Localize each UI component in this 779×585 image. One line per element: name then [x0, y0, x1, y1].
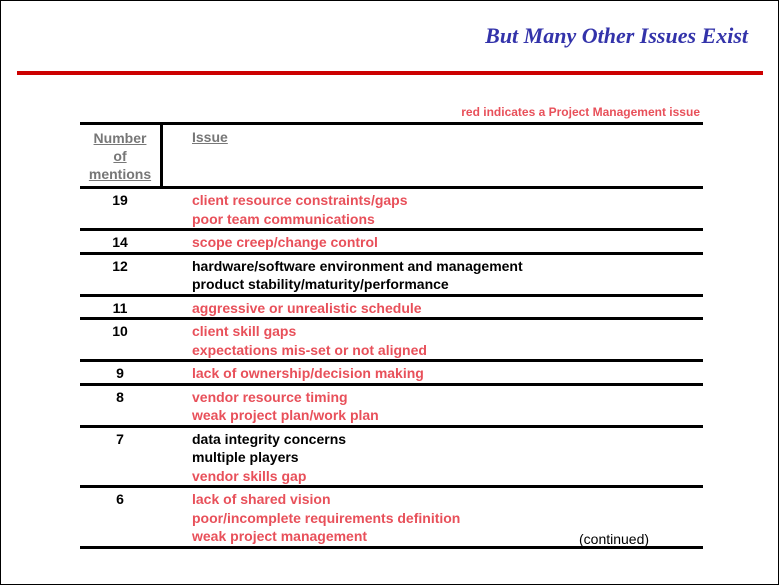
pm-issue: poor/incomplete requirements definition — [192, 509, 461, 526]
other-issue: product stability/maturity/performance — [192, 276, 449, 292]
other-issue: hardware/software environment and management — [192, 257, 523, 274]
pm-issue: lack of shared vision — [192, 491, 331, 507]
issue-list — [160, 255, 523, 294]
pm-issue: expectations mis-set or not aligned — [192, 341, 427, 358]
mention-count: 6 — [116, 491, 124, 507]
header-mentions-line1: Number — [93, 130, 147, 146]
header-mentions-line2: of — [113, 148, 127, 164]
issue-list — [160, 189, 408, 228]
title-rule — [17, 71, 763, 75]
pm-issue: lack of ownership/decision making — [192, 365, 424, 381]
mention-count: 11 — [112, 299, 128, 316]
table-row — [80, 362, 703, 383]
table-body — [80, 186, 703, 549]
pm-issue: vendor skills gap — [192, 467, 307, 484]
mention-count: 14 — [112, 234, 128, 250]
table-row — [80, 255, 703, 294]
pm-issue: client resource constraints/gaps — [192, 192, 408, 208]
issue-list — [160, 488, 460, 546]
slide-title: But Many Other Issues Exist — [485, 23, 748, 48]
pm-issue: aggressive or unrealistic schedule — [192, 299, 422, 316]
pm-issue: poor team communications — [192, 210, 375, 227]
table-header — [80, 125, 703, 186]
mention-count: 8 — [116, 388, 124, 405]
other-issue: data integrity concerns — [192, 430, 347, 447]
table-row — [80, 297, 703, 318]
issue-list — [160, 320, 427, 359]
legend-note: red indicates a Project Management issue — [461, 105, 700, 119]
other-issue: multiple players — [192, 449, 299, 465]
issue-list — [160, 297, 422, 318]
issue-list — [160, 231, 378, 252]
mention-count: 19 — [112, 192, 128, 208]
issue-list — [160, 386, 379, 425]
header-mentions-line3: mentions — [88, 166, 152, 182]
pm-issue: weak project management — [192, 528, 368, 544]
issue-list — [160, 362, 424, 383]
mention-count: 12 — [112, 257, 128, 274]
header-mentions — [80, 125, 160, 186]
table-row — [80, 320, 703, 359]
mention-count: 10 — [112, 323, 128, 339]
pm-issue: client skill gaps — [192, 323, 297, 339]
table-row — [80, 428, 703, 486]
mention-count: 9 — [116, 365, 124, 381]
table-row — [80, 386, 703, 425]
continued-note: (continued) — [579, 531, 650, 547]
pm-issue: scope creep/change control — [192, 234, 378, 250]
pm-issue: weak project plan/work plan — [192, 407, 379, 423]
issue-list — [160, 428, 346, 486]
issues-table — [80, 122, 703, 549]
mention-count: 7 — [116, 430, 124, 447]
pm-issue: vendor resource timing — [192, 388, 348, 405]
header-issue: Issue — [192, 129, 228, 145]
table-row — [80, 189, 703, 228]
table-row — [80, 231, 703, 252]
